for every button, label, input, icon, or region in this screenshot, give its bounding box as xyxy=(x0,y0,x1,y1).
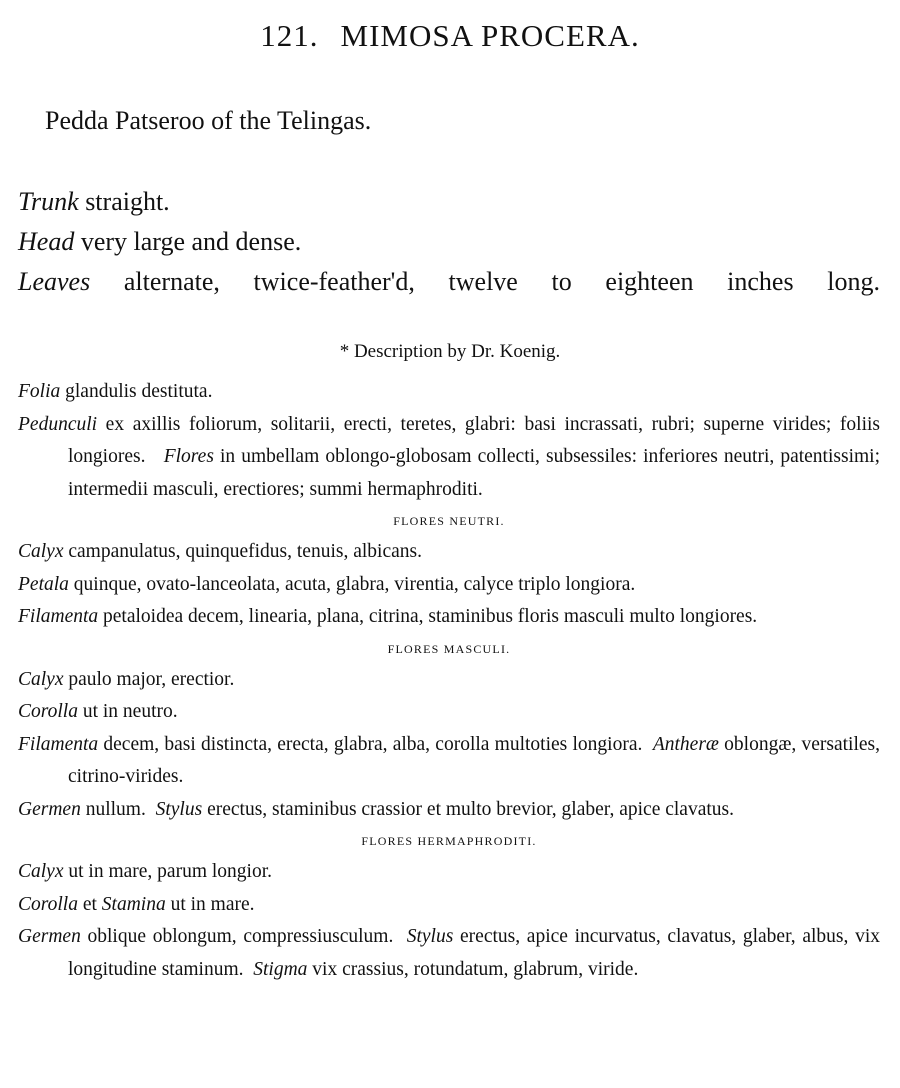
description-paragraph xyxy=(18,729,885,794)
description-paragraph xyxy=(18,569,880,602)
description-paragraph xyxy=(18,376,880,409)
term: Calyx xyxy=(18,541,64,562)
term: Stylus xyxy=(406,926,454,947)
term: Pedunculi xyxy=(18,413,98,435)
description-paragraph xyxy=(18,409,885,507)
term: Calyx xyxy=(18,861,64,882)
term: Antheræ xyxy=(652,733,719,755)
term: Filamenta xyxy=(18,733,99,755)
characters xyxy=(18,182,880,302)
term: Folia xyxy=(18,381,61,402)
description-paragraph xyxy=(18,921,885,986)
term: Stigma xyxy=(253,958,308,980)
character-leaves xyxy=(18,262,880,302)
paragraph-text: erectus, apice incurvatus, clavatus, glaber, albus, vix longitudine staminum. xyxy=(68,926,885,980)
species-name: MIMOSA PROCERA. xyxy=(340,18,640,53)
paragraph-text: oblongæ, versatiles, citrino-virides. xyxy=(68,733,885,787)
paragraph-text: quinque, ovato-lanceolata, acuta, glabra, virentia, calyce triplo longiora. xyxy=(68,573,636,595)
term: Petala xyxy=(18,573,69,595)
description-paragraph xyxy=(18,664,880,697)
description-paragraph xyxy=(18,536,880,569)
description-paragraph xyxy=(18,601,880,634)
paragraph-text: vix crassius, rotundatum, glabrum, viride. xyxy=(307,958,639,980)
section-heading: FLORES MASCULI. xyxy=(387,641,511,656)
description-body xyxy=(18,376,885,986)
description-paragraph xyxy=(18,856,880,889)
character-trunk xyxy=(18,182,880,222)
paragraph-text: decem, basi distincta, erecta, glabra, alba, corolla multoties longiora. xyxy=(98,733,653,755)
character-head xyxy=(18,222,880,262)
page-title xyxy=(0,18,900,54)
character-text: very large and dense. xyxy=(74,227,302,256)
character-text: alternate, twice-feather'd, twelve to eighteen inches long. xyxy=(90,267,880,296)
section-heading: FLORES NEUTRI. xyxy=(393,514,505,528)
paragraph-text: ut in mare, parum longior. xyxy=(63,861,272,882)
description-paragraph xyxy=(18,889,880,922)
paragraph-text: ex axillis foliorum, solitarii, erecti, teretes, glabri: basi incrassati, rubri; superne virides; foliis longiores. xyxy=(68,413,885,467)
term: Corolla xyxy=(18,701,78,722)
paragraph-text: oblique oblongum, compressiusculum. xyxy=(80,926,407,947)
paragraph-text: erectus, staminibus crassior et multo brevior, glaber, apice clavatus. xyxy=(202,798,734,820)
paragraph-text: ut in mare. xyxy=(165,893,255,915)
paragraph-text: glandulis destituta. xyxy=(60,381,213,402)
term: Flores xyxy=(163,446,214,467)
term: Corolla xyxy=(18,893,78,915)
paragraph-text: paulo major, erectior. xyxy=(63,668,235,690)
paragraph-text: petaloidea decem, linearia, plana, citrina, staminibus floris masculi multo longiores. xyxy=(98,606,758,627)
section-heading: FLORES HERMAPHRODITI. xyxy=(361,834,537,848)
term: Stylus xyxy=(155,798,203,820)
paragraph-text: et xyxy=(77,893,102,915)
plate-number: 121. xyxy=(260,18,319,53)
term: Leaves xyxy=(18,267,91,296)
paragraph-text: in umbellam oblongo-globosam collecti, subsessiles: inferiores neutri, patentissimi; intermedii masculi, erectiores; summi hermaphroditi. xyxy=(68,446,885,500)
paragraph-text: campanulatus, quinquefidus, tenuis, albicans. xyxy=(63,541,422,562)
term: Trunk xyxy=(18,187,79,216)
description-paragraph xyxy=(18,696,880,729)
term: Head xyxy=(18,227,75,256)
term: Stamina xyxy=(101,893,166,915)
term: Calyx xyxy=(18,668,64,690)
term: Germen xyxy=(18,926,81,947)
term: Germen xyxy=(18,798,81,820)
description-paragraph xyxy=(18,794,880,827)
vernacular-name: Pedda Patseroo of the Telingas. xyxy=(45,106,372,135)
description-heading: * Description by Dr. Koenig. xyxy=(339,341,561,362)
term: Filamenta xyxy=(18,606,99,627)
character-text: straight. xyxy=(78,187,170,216)
paragraph-text: nullum. xyxy=(80,798,156,820)
paragraph-text: ut in neutro. xyxy=(77,701,178,722)
